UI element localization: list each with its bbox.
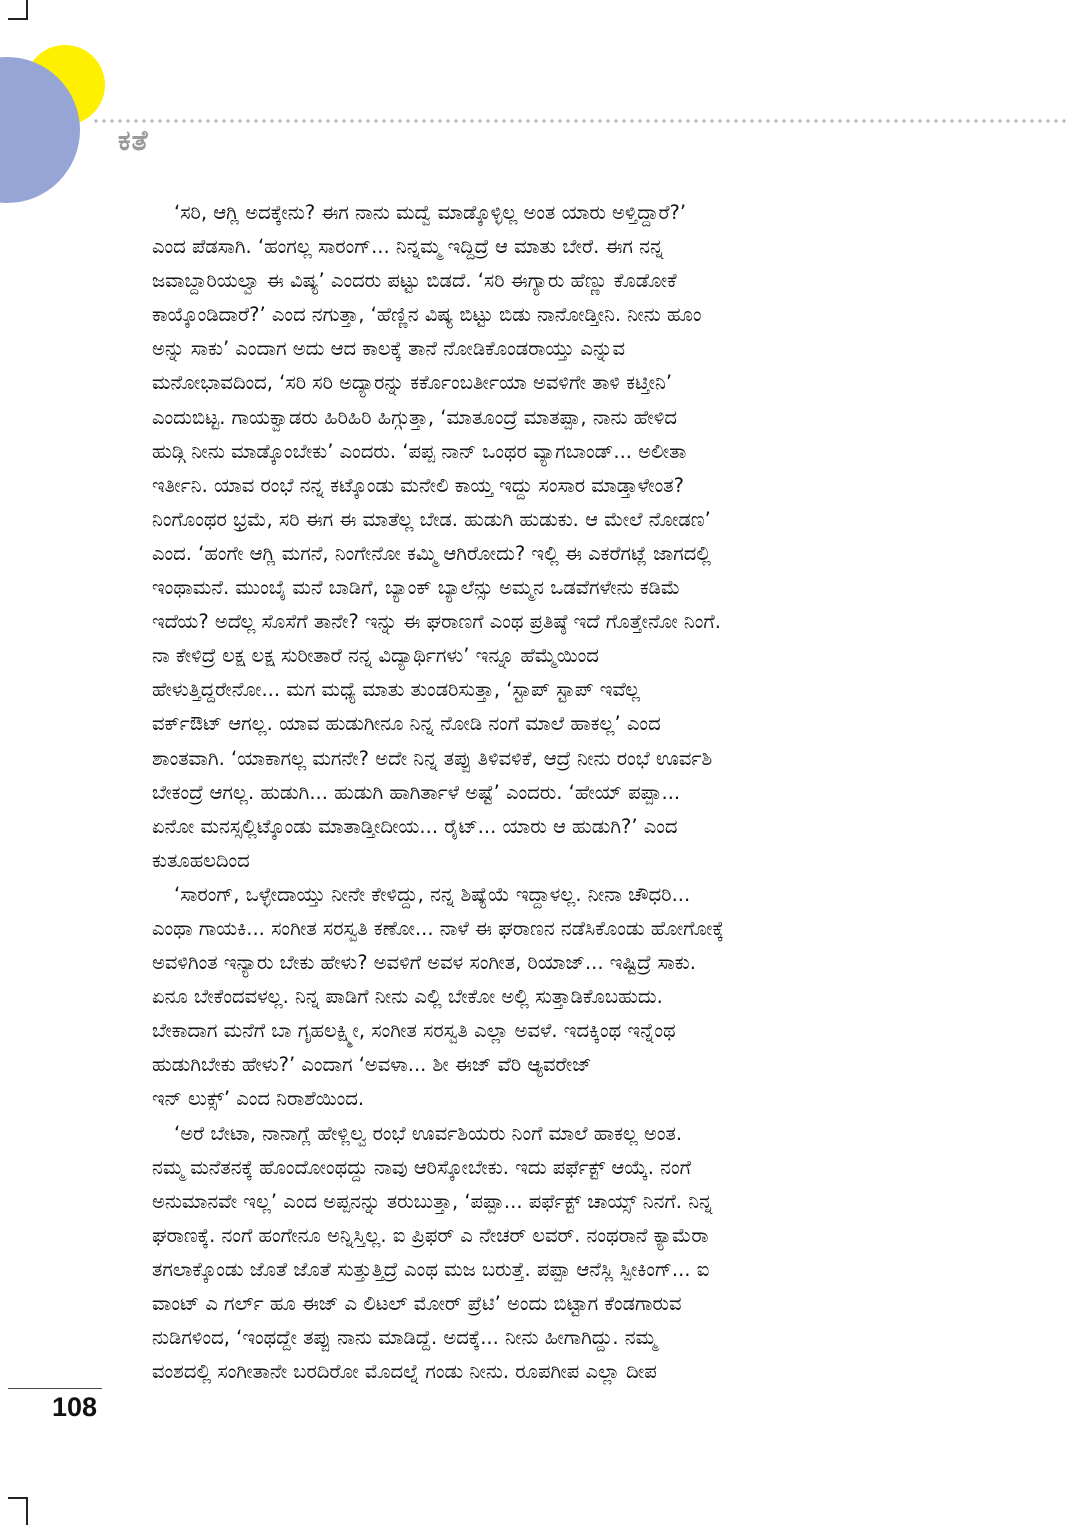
text-line: ಎಂಥಾ ಗಾಯಕಿ... ಸಂಗೀತ ಸರಸ್ವತಿ ಕಣೋ... ನಾಳೆ ಈ ಘರಾಣನ ನಡೆಸಿಕೊಂಡು ಹೋಗೋಕ್ಕೆ: [152, 916, 724, 940]
text-line: ಕಾಯ್ಕೊಂಡಿದಾರೆ?’ ಎಂದ ನಗುತ್ತಾ, ‘ಹೆಣ್ಣಿನ ವಿಷ್ಯ ಬಿಟ್ಟು ಬಿಡು ನಾನೋಡ್ತೀನಿ. ನೀನು ಹೂಂ: [152, 303, 702, 327]
text-line: ಬೇಕಂದ್ರೆ ಆಗಲ್ಲ. ಹುಡುಗಿ... ಹುಡುಗಿ ಹಾಗಿರ್ತಾಳೆ ಅಷ್ಟೆ’ ಎಂದರು. ‘ಹೇಯ್ ಪಪ್ಪಾ...: [152, 780, 681, 804]
text-line: ಇಂಥಾಮನೆ. ಮುಂಬೈ ಮನೆ ಬಾಡಿಗೆ, ಬ್ಯಾಂಕ್ ಬ್ಯಾಲೆನ್ಸು ಅಮ್ಮನ ಒಡವೆಗಳೇನು ಕಡಿಮೆ: [152, 576, 681, 600]
text-line: ವಾಂಟ್ ಎ ಗರ್ಲ್ ಹೂ ಈಜ್ ಎ ಲಿಟಲ್ ಮೋರ್ ಪ್ರೆಟಿ’ ಅಂದು ಬಿಟ್ಟಾಗ ಕೆಂಡಗಾರುವ: [152, 1292, 682, 1315]
text-line: ಹುಡುಗಿಬೇಕು ಹೇಳು?’ ಎಂದಾಗ ‘ಅವಳಾ... ಶೀ ಈಜ್ ವೆರಿ ಆ್ಯವರೇಜ್: [152, 1053, 592, 1077]
page-number-rule: [8, 1388, 102, 1389]
text-line: ಶಾಂತವಾಗಿ. ‘ಯಾಕಾಗಲ್ಲ ಮಗನೇ? ಅದೇ ನಿನ್ನ ತಪ್ಪು ತಿಳಿವಳಿಕೆ, ಆದ್ರೆ ನೀನು ರಂಭೆ ಊರ್ವಶಿ: [152, 746, 713, 770]
section-title: ಕತೆ: [118, 124, 149, 157]
text-line: ವರ್ಕ್‌ಔಟ್ ಆಗಲ್ಲ. ಯಾವ ಹುಡುಗೀನೂ ನಿನ್ನ ನೋಡಿ ನಂಗೆ ಮಾಲೆ ಹಾಕಲ್ಲ’ ಎಂದ: [152, 712, 661, 736]
text-line: ಎಂದ. ‘ಹಂಗೇ ಆಗ್ಲಿ ಮಗನೆ, ನಿಂಗೇನೋ ಕಮ್ಮಿ ಆಗಿರೋದು? ಇಲ್ಲಿ ಈ ಎಕರೆಗಟ್ಲೆ ಜಾಗದಲ್ಲಿ: [152, 541, 712, 565]
text-line: ಏನೋ ಮನಸ್ಸಲ್ಲಿಟ್ಕೊಂಡು ಮಾತಾಡ್ತೀದೀಯ... ರೈಟ್... ಯಾರು ಆ ಹುಡುಗಿ?’ ಎಂದ: [152, 814, 678, 838]
text-line: ತಗಲಾಕ್ಕೊಂಡು ಜೊತೆ ಜೊತೆ ಸುತ್ತುತ್ತಿದ್ರೆ ಎಂಥ ಮಜ ಬರುತ್ತೆ. ಪಪ್ಪಾ ಆನೆಸ್ಲಿ ಸ್ಪೀಕಿಂಗ್... ಐ: [152, 1257, 710, 1281]
text-line: ಅನ್ನು ಸಾಕು’ ಎಂದಾಗ ಅದು ಆದ ಕಾಲಕ್ಕೆ ತಾನೆ ನೋಡಿಕೊಂಡರಾಯ್ತು ಎನ್ನುವ: [152, 337, 626, 361]
text-line: ಕುತೂಹಲದಿಂದ: [152, 848, 250, 872]
text-line: ಹೇಳುತ್ತಿದ್ದರೇನೋ... ಮಗ ಮಧ್ಯೆ ಮಾತು ತುಂಡರಿಸುತ್ತಾ, ‘ಸ್ಟಾಪ್ ಸ್ಟಾಪ್ ಇವೆಲ್ಲ: [152, 678, 641, 702]
crop-mark-bottom-left-horizontal: [8, 1497, 28, 1499]
text-line: ‘ಸಾರಂಗ್, ಒಳ್ಳೇದಾಯ್ತು ನೀನೇ ಕೇಳಿದ್ದು, ನನ್ನ ಶಿಷ್ಯೆಯೆ ಇದ್ದಾಳಲ್ಲ. ನೀನಾ ಚೌಧರಿ...: [174, 882, 691, 906]
dotted-rule: [92, 118, 1070, 124]
crop-mark-bottom-left-vertical: [26, 1497, 28, 1525]
text-line: ಇನ್ ಲುಕ್ಸ್’ ಎಂದ ನಿರಾಶೆಯಿಂದ.: [152, 1087, 365, 1111]
text-line: ಅವಳಿಗಿಂತ ಇನ್ಯಾರು ಬೇಕು ಹೇಳು? ಅವಳಿಗೆ ಅವಳ ಸಂಗೀತ, ರಿಯಾಜ್... ಇಷ್ಟಿದ್ರೆ ಸಾಕು.: [152, 951, 696, 975]
text-line: ವಂಶದಲ್ಲಿ ಸಂಗೀತಾನೇ ಬರದಿರೋ ಮೊದಲ್ನೆ ಗಂಡು ನೀನು. ರೂಪಗೀಪ ಎಲ್ಲಾ ದೀಪ: [152, 1360, 657, 1384]
text-line: ನಾ ಕೇಳಿದ್ರೆ ಲಕ್ಷ ಲಕ್ಷ ಸುರೀತಾರೆ ನನ್ನ ವಿದ್ಯಾರ್ಥಿಗಳು’ ಇನ್ನೂ ಹೆಮ್ಮೆಯಿಂದ: [152, 644, 599, 668]
text-line: ಎಂದ ಪೆಡಸಾಗಿ. ‘ಹಂಗಲ್ಲ ಸಾರಂಗ್... ನಿನ್ನಮ್ಮ ಇದ್ದಿದ್ರೆ ಆ ಮಾತು ಬೇರೆ. ಈಗ ನನ್ನ: [152, 235, 664, 259]
text-line: ಹುಡ್ಗಿ ನೀನು ಮಾಡ್ಕೊಂಬೇಕು’ ಎಂದರು. ‘ಪಪ್ಪ ನಾನ್ ಒಂಥರ ವ್ಯಾಗಬಾಂಡ್... ಅಲೀತಾ: [152, 439, 687, 463]
text-line: ಅನುಮಾನವೇ ಇಲ್ಲ’ ಎಂದ ಅಪ್ಪನನ್ನು ತರುಬುತ್ತಾ, ‘ಪಪ್ಪಾ... ಪರ್ಫೆಕ್ಟ್ ಚಾಯ್ಸ್ ನಿನಗೆ. ನಿನ್ನ: [152, 1189, 713, 1213]
page-number: 108: [52, 1392, 98, 1422]
text-line: ನಮ್ಮ ಮನೆತನಕ್ಕೆ ಹೊಂದೋಂಥದ್ದು ನಾವು ಆರಿಸ್ಕೋಬೇಕು. ಇದು ಪರ್ಫೆಕ್ಟ್ ಆಯ್ಕೆ. ನಂಗೆ: [152, 1155, 691, 1179]
text-line: ನಿಂಗೊಂಥರ ಭ್ರಮೆ, ಸರಿ ಈಗ ಈ ಮಾತೆಲ್ಲ ಬೇಡ. ಹುಡುಗಿ ಹುಡುಕು. ಆ ಮೇಲೆ ನೋಡಣ’: [152, 507, 711, 531]
story-body-text: [152, 196, 904, 1389]
text-line: ಏನೂ ಬೇಕೆಂದವಳಲ್ಲ. ನಿನ್ನ ಪಾಡಿಗೆ ನೀನು ಎಲ್ಲಿ ಬೇಕೋ ಅಲ್ಲಿ ಸುತ್ತಾಡಿಕೊಬಹುದು.: [152, 985, 663, 1009]
text-line: ಘರಾಣಕ್ಕೆ. ನಂಗೆ ಹಂಗೇನೂ ಅನ್ನಿಸ್ತಿಲ್ಲ. ಐ ಪ್ರಿಫರ್ ಎ ನೇಚರ್ ಲವರ್. ನಂಥರಾನೆ ಕ್ಯಾಮೆರಾ: [152, 1223, 709, 1247]
text-line: ಇರ್ತೀನಿ. ಯಾವ ರಂಭೆ ನನ್ನ ಕಟ್ಕೊಂಡು ಮನೇಲಿ ಕಾಯ್ತ ಇದ್ದು ಸಂಸಾರ ಮಾಡ್ತಾಳೇಂತ?: [152, 473, 684, 497]
text-line: ಇದೆಯ? ಅದೆಲ್ಲ ಸೊಸೆಗೆ ತಾನೇ? ಇನ್ನು ಈ ಘರಾಣಗೆ ಎಂಥ ಪ್ರತಿಷ್ಠೆ ಇದೆ ಗೊತ್ತೇನೋ ನಿಂಗೆ.: [152, 610, 721, 634]
text-line: ಎಂದುಬಿಟ್ಟ. ಗಾಯಕ್ವಾಡರು ಹಿರಿಹಿರಿ ಹಿಗ್ಗುತ್ತಾ, ‘ಮಾತೂಂದ್ರೆ ಮಾತಪ್ಪಾ, ನಾನು ಹೇಳಿದ: [152, 405, 677, 429]
text-line: ಮನೋಭಾವದಿಂದ, ‘ಸರಿ ಸರಿ ಅದ್ಯಾರನ್ನು ಕರ್ಕೊಂಬರ್ತೀಯಾ ಅವಳಿಗೇ ತಾಳಿ ಕಟ್ತೀನಿ’: [152, 371, 673, 395]
text-line: ‘ಸರಿ, ಆಗ್ಲಿ ಅದಕ್ಕೇನು? ಈಗ ನಾನು ಮದ್ವೆ ಮಾಡ್ಕೊಳ್ಳಿಲ್ಲ ಅಂತ ಯಾರು ಅಳ್ತಿದ್ದಾರೆ?’: [174, 201, 687, 224]
text-line: ಬೇಕಾದಾಗ ಮನೆಗೆ ಬಾ ಗೃಹಲಕ್ಷ್ಮೀ, ಸಂಗೀತ ಸರಸ್ವತಿ ಎಲ್ಲಾ ಅವಳೆ. ಇದಕ್ಕಿಂಥ ಇನ್ನೆಂಥ: [152, 1019, 676, 1043]
text-line: ‘ಅರೆ ಬೇಟಾ, ನಾನಾಗ್ಲೆ ಹೇಳ್ಲಿಲ್ವ ರಂಭೆ ಊರ್ವಶಿಯರು ನಿಂಗೆ ಮಾಲೆ ಹಾಕಲ್ಲ ಅಂತ.: [174, 1121, 683, 1145]
text-line: ನುಡಿಗಳಿಂದ, ‘ಇಂಥದ್ದೇ ತಪ್ಪು ನಾನು ಮಾಡಿದ್ದೆ. ಅದಕ್ಕೆ... ನೀನು ಹೀಗಾಗಿದ್ದು. ನಮ್ಮ: [152, 1326, 657, 1350]
text-line: ಜವಾಬ್ದಾರಿಯಲ್ವಾ ಈ ವಿಷ್ಯ’ ಎಂದರು ಪಟ್ಟು ಬಿಡದೆ. ‘ಸರಿ ಈಗ್ಯಾರು ಹೆಣ್ಣು ಕೊಡೋಕೆ: [152, 269, 677, 293]
header-decoration: [0, 0, 200, 210]
